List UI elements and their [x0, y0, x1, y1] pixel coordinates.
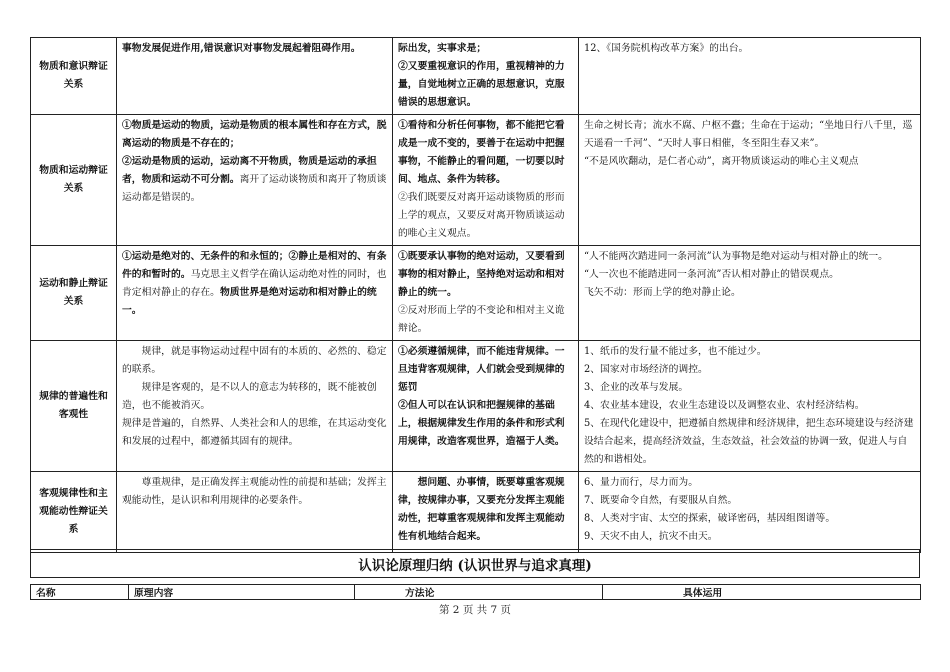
- principle-examples: [579, 472, 921, 553]
- principle-name: 运动和静止辩证关系: [31, 246, 117, 341]
- cell-paragraph: [584, 474, 915, 492]
- header-method: 方法论: [355, 585, 603, 600]
- table-row: [31, 246, 921, 341]
- cell-text: 飞矢不动：形而上学的绝对静止论。: [584, 287, 741, 298]
- cell-text-plain: 马克思主义哲学在确认运动绝对性的同时，也肯定相对静止的存在。: [122, 269, 387, 298]
- principle-examples: [579, 115, 921, 246]
- cell-text: ①运动是绝对的、无条件的和永恒的；②静止是相对的、有条件的和暂时的。: [122, 251, 387, 280]
- cell-paragraph: [584, 492, 915, 510]
- cell-paragraph: [398, 40, 573, 58]
- cell-text: ②反对形而上学的不变论和相对主义诡辩论。: [398, 305, 565, 334]
- principle-content: [117, 38, 393, 115]
- cell-text: 8、人类对宇宙、太空的探索，破译密码，基因组图谱等。: [584, 513, 836, 524]
- principle-content: [117, 341, 393, 472]
- principle-method: [393, 38, 579, 115]
- cell-text: ①必须遵循规律，而不能违背规律。一旦违背客观规律，人们就会受到规律的惩罚: [398, 346, 565, 393]
- principle-name: 物质和运动辩证关系: [31, 115, 117, 246]
- principle-name: 客观规律性和主观能动性辩证关系: [31, 472, 117, 553]
- table-row: [31, 341, 921, 472]
- principle-content: [117, 115, 393, 246]
- cell-text: 想问题、办事情，既要尊重客观规律，按规律办事，又要充分发挥主观能动性，把尊重客观规律和发挥主观能动性有机地结合起来。: [398, 477, 565, 542]
- cell-text: 际出发，实事求是；: [398, 43, 487, 54]
- cell-paragraph: [122, 474, 387, 510]
- cell-text: 事物发展促进作用,错误意识对事物发展起着阻碍作用。: [122, 43, 361, 54]
- cell-paragraph: [398, 343, 573, 397]
- principle-name: 物质和意识辩证关系: [31, 38, 117, 115]
- cell-paragraph: [398, 117, 573, 189]
- header-content: 原理内容: [129, 585, 355, 600]
- page-number: 第 2 页 共 7 页: [438, 604, 512, 616]
- principle-method: [393, 341, 579, 472]
- cell-text: “人不能两次踏进同一条河流”认为事物是绝对运动与相对静止的统一。: [584, 251, 888, 262]
- cell-paragraph: [584, 117, 915, 153]
- cell-text-bold: 物质世界是绝对运动和相对静止的统一。: [122, 287, 377, 316]
- cell-text: 规律是客观的，是不以人的意志为转移的，既不能被创造，也不能被消灭。: [122, 382, 377, 411]
- principle-examples: [579, 341, 921, 472]
- cell-paragraph: [584, 266, 915, 284]
- cell-paragraph: [122, 248, 387, 320]
- cell-text: 生命之树长青；流水不腐、户枢不蠹；生命在于运动；“坐地日行八千里，巡天遥看一千河”、“天时人事日相催，冬至阳生春又来”。: [584, 120, 913, 149]
- cell-paragraph: [122, 153, 387, 207]
- section-title-table: [30, 549, 920, 578]
- cell-paragraph: [398, 58, 573, 112]
- section-header-table: [30, 584, 921, 600]
- table-row: [31, 115, 921, 246]
- principle-content: [117, 472, 393, 553]
- cell-paragraph: [584, 343, 915, 361]
- cell-paragraph: [122, 415, 387, 451]
- table-row: [31, 472, 921, 553]
- cell-text: ②又要重视意识的作用，重视精神的力量，自觉地树立正确的思想意识，克服错误的思想意识。: [398, 61, 565, 108]
- section-title: 认识论原理归纳 (认识世界与追求真理): [31, 550, 920, 578]
- cell-paragraph: [398, 189, 573, 243]
- cell-paragraph: [398, 302, 573, 338]
- principle-name: 规律的普遍性和客观性: [31, 341, 117, 472]
- cell-text: 9、天灾不由人，抗灾不由天。: [584, 531, 718, 542]
- cell-paragraph: [398, 474, 573, 546]
- cell-text: 2、国家对市场经济的调控。: [584, 364, 708, 375]
- cell-text: 1、纸币的发行量不能过多，也不能过少。: [584, 346, 767, 357]
- cell-text: 规律是普遍的，自然界、人类社会和人的思维，在其运动变化和发展的过程中，都遵循其固有的规律。: [122, 418, 387, 447]
- principle-table-body: [31, 38, 921, 553]
- cell-paragraph: [584, 153, 915, 171]
- table-row: [31, 38, 921, 115]
- cell-text: 3、企业的改革与发展。: [584, 382, 689, 393]
- cell-paragraph: [584, 248, 915, 266]
- cell-text: ①既要承认事物的绝对运动，又要看到事物的相对静止，坚持绝对运动和相对静止的统一。: [398, 251, 565, 298]
- cell-text: 12、《国务院机构改革方案》的出台。: [584, 43, 749, 54]
- principle-examples: [579, 38, 921, 115]
- cell-paragraph: [584, 528, 915, 546]
- cell-paragraph: [122, 117, 387, 153]
- cell-text: 7、既要命令自然，有要服从自然。: [584, 495, 738, 506]
- cell-paragraph: [584, 397, 915, 415]
- cell-text-plain: 离开了运动谈物质和离开了物质谈运动都是错误的。: [122, 174, 387, 203]
- cell-text: 5、在现代化建设中，把遵循自然规律和经济规律，把生态环境建设与经济建设结合起来，提高经济效益，生态效益，社会效益的协调一致，促进人与自然的和谐相处。: [584, 418, 914, 465]
- cell-text: 尊重规律，是正确发挥主观能动性的前提和基础；发挥主观能动性，是认识和利用规律的必要条件。: [122, 477, 387, 506]
- cell-text: ①物质是运动的物质，运动是物质的根本属性和存在方式，脱离运动的物质是不存在的；: [122, 120, 387, 149]
- cell-paragraph: [584, 40, 915, 58]
- cell-text: 4、农业基本建设，农业生态建设以及调整农业、农村经济结构。: [584, 400, 865, 411]
- cell-text: ①看待和分析任何事物，都不能把它看成是一成不变的，要善于在运动中把握事物，不能静止的看问题，一切要以时间、地点、条件为转移。: [398, 120, 565, 185]
- cell-text: “不是风吹翻动，是仁者心动”，离开物质谈运动的唯心主义观点: [584, 156, 859, 167]
- cell-paragraph: [584, 361, 915, 379]
- cell-paragraph: [122, 379, 387, 415]
- principle-content: [117, 246, 393, 341]
- header-examples: 具体运用: [603, 585, 921, 600]
- principle-method: [393, 472, 579, 553]
- cell-paragraph: [122, 40, 387, 58]
- cell-paragraph: [122, 343, 387, 379]
- cell-text: 规律，就是事物运动过程中固有的本质的、必然的、稳定的联系。: [122, 346, 387, 375]
- cell-paragraph: [584, 510, 915, 528]
- header-name: 名称: [31, 585, 129, 600]
- cell-paragraph: [584, 284, 915, 302]
- cell-text: 6、量力而行，尽力而为。: [584, 477, 698, 488]
- cell-text: ②但人可以在认识和把握规律的基础上，根据规律发生作用的条件和形式利用规律，改造客观世界，造福于人类。: [398, 400, 565, 447]
- principle-method: [393, 246, 579, 341]
- cell-paragraph: [398, 248, 573, 302]
- principle-method: [393, 115, 579, 246]
- header-row: [31, 585, 921, 600]
- principle-table: [30, 37, 921, 553]
- cell-paragraph: [584, 415, 915, 469]
- cell-paragraph: [584, 379, 915, 397]
- cell-paragraph: [398, 397, 573, 451]
- principle-examples: [579, 246, 921, 341]
- cell-text: ②运动是物质的运动，运动离不开物质，物质是运动的承担者，物质和运动不可分割。: [122, 156, 377, 185]
- cell-text: ②我们既要反对离开运动谈物质的形而上学的观点，又要反对离开物质谈运动的唯心主义观点。: [398, 192, 565, 239]
- cell-text: “人一次也不能踏进同一条河流”否认相对静止的错误观点。: [584, 269, 839, 280]
